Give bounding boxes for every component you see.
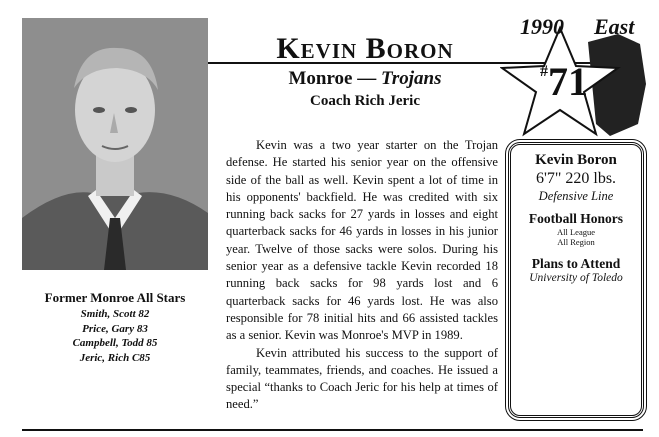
sidebar-position: Defensive Line xyxy=(538,189,614,203)
school-line xyxy=(240,68,490,90)
plans-school: University of Toledo xyxy=(529,272,623,284)
all-stars-list xyxy=(22,307,208,365)
footer-rule xyxy=(22,429,643,431)
all-star-item: Campbell, Todd 85 xyxy=(72,337,158,349)
plans-title: Plans to Attend xyxy=(531,256,621,271)
stats-sidebar xyxy=(508,142,644,418)
player-photo xyxy=(22,18,208,270)
region-label: East xyxy=(594,14,635,39)
player-name: Kevin Boron xyxy=(276,32,454,65)
jersey-number xyxy=(540,59,588,104)
sidebar-size: 6'7" 220 lbs. xyxy=(535,170,617,187)
all-star-item: Price, Gary 83 xyxy=(82,322,148,335)
year-label: 1990 xyxy=(520,14,564,39)
number-symbol: # xyxy=(540,63,548,80)
all-star-item: Smith, Scott 82 xyxy=(80,308,150,320)
school-name: Monroe — xyxy=(288,68,377,89)
number-value: 71 xyxy=(548,59,588,104)
coach-name: Coach Rich Jeric xyxy=(310,93,420,109)
honor-item: All Region xyxy=(557,237,595,247)
player-portrait xyxy=(22,18,208,270)
bio-paragraph-1: Kevin was a two year starter on the Trojan defense. He started his senior year on the offensive side of the ball as well. Kevin spent a lot of time in his opponents' backfield. He was credited with six running back sacks for 27 yards in losses and eight quarterback sacks for 46 yards in losses in his junior year. Twelve of those sacks were solos. During his senior year as a defensive tackle Kevin recorded 18 running back sacks for 98 yards lost and 6 quarterback sacks for 46 yards lost. He was also responsible for 78 initial hits and 66 assisted tackles as a senior. Kevin was Monroe's MVP in 1989. xyxy=(226,138,498,343)
honor-item: All League xyxy=(557,227,595,237)
all-star-item: Jeric, Rich C85 xyxy=(79,351,151,364)
honors-title: Football Honors xyxy=(528,211,624,226)
all-stars-title: Former Monroe All Stars xyxy=(44,290,186,305)
sidebar-name: Kevin Boron xyxy=(535,152,617,168)
bio-text xyxy=(226,137,498,414)
school-mascot: Trojans xyxy=(380,68,442,89)
bio-paragraph-2: Kevin attributed his success to the support of family, teammates, friends, and coaches. He issued a special “thanks to Coach Jeric for his help at times of need.” xyxy=(226,345,498,412)
